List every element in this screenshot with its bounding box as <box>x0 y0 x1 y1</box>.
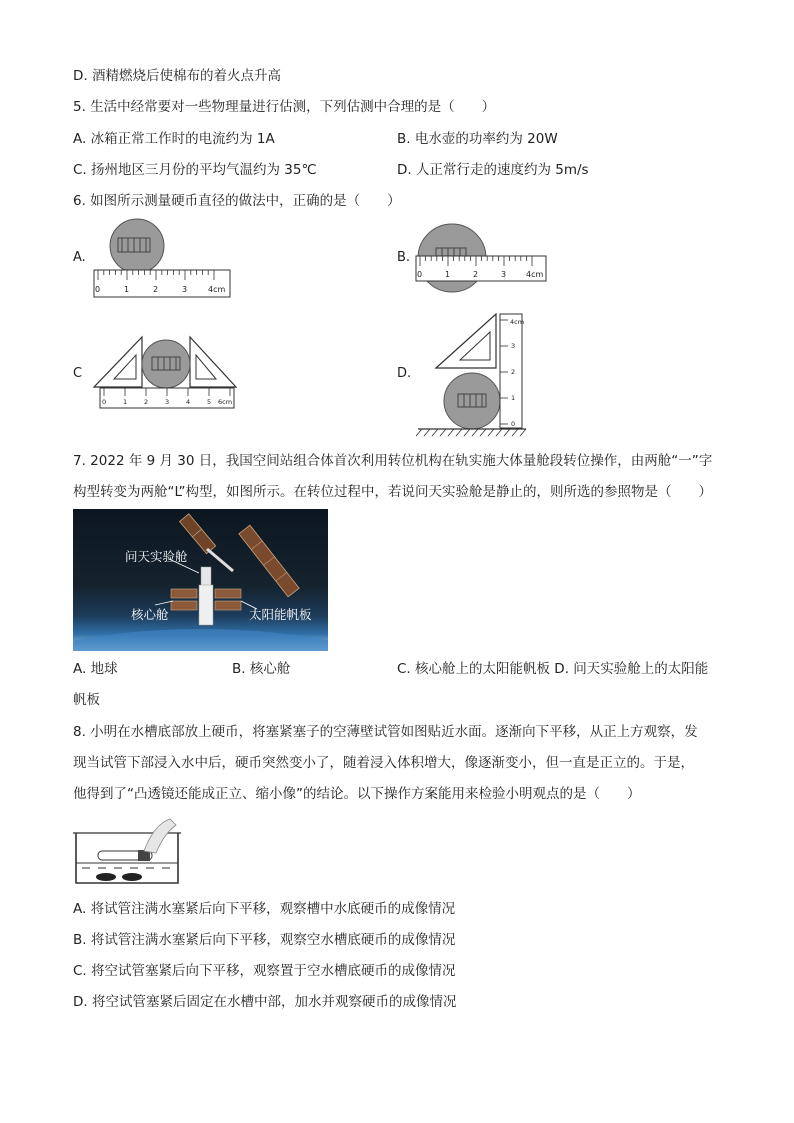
ruler-tick: 3 <box>182 285 188 294</box>
q5-option-d: D. 人正常行走的速度约为 5m/s <box>397 162 589 178</box>
ruler-tick: 1 <box>123 398 128 406</box>
ruler-tick: 4 <box>186 398 191 406</box>
q6-stem: 6. 如图所示测量硬币直径的做法中，正确的是（ ） <box>73 193 401 209</box>
photo-label-wentian: 问天实验舱 <box>125 549 188 564</box>
ruler-tick: 1 <box>124 285 130 294</box>
q6-label-b: B. <box>397 250 411 265</box>
ruler-tick: 1 <box>445 270 451 279</box>
ruler-tick: 2 <box>511 368 516 376</box>
q8-stem-line1: 8. 小明在水槽底部放上硬币，将塞紧塞子的空薄壁试管如图贴近水面。逐渐向下平移，从正上方观察，发 <box>73 724 698 740</box>
ruler-tick: 3 <box>165 398 170 406</box>
ruler-tick: 0 <box>102 398 107 406</box>
q8-stem-line2: 现当试管下部浸入水中后，硬币突然变小了，随着浸入体积增大，像逐渐变小，但一直是正立的。于是， <box>73 755 694 771</box>
q5-option-c: C. 扬州地区三月份的平均气温约为 35℃ <box>73 162 317 178</box>
ruler-tick: 2 <box>473 270 479 279</box>
ruler-tick: 4cm <box>510 318 525 326</box>
q7-stem-line1: 7. 2022 年 9 月 30 日，我国空间站组合体首次利用转位机构在轨实施大体量舱段转位操作，由两舱“一”字 <box>73 453 713 469</box>
ruler-tick: 6cm <box>218 398 233 406</box>
q7-option-cd: C. 核心舱上的太阳能帆板 D. 问天实验舱上的太阳能 <box>397 661 709 677</box>
q6-figure-a <box>90 218 235 300</box>
q7-option-a: A. 地球 <box>73 661 118 677</box>
q8-option-b: B. 将试管注满水塞紧后向下平移，观察空水槽底硬币的成像情况 <box>73 932 456 948</box>
ruler-tick: 0 <box>511 420 516 428</box>
ruler-tick: 0 <box>417 270 423 279</box>
q6-label-c: C <box>73 366 83 381</box>
q5-option-b: B. 电水壶的功率约为 20W <box>397 131 558 147</box>
ruler-tick: 2 <box>144 398 149 406</box>
ruler-tick: 5 <box>207 398 212 406</box>
q6-figure-b <box>412 220 552 295</box>
q8-option-a: A. 将试管注满水塞紧后向下平移，观察槽中水底硬币的成像情况 <box>73 901 456 917</box>
q7-option-b: B. 核心舱 <box>232 661 291 677</box>
photo-label-solar: 太阳能帆板 <box>249 607 312 622</box>
ruler-tick: 3 <box>511 342 516 350</box>
ruler-tick: 1 <box>511 394 516 402</box>
photo-label-core: 核心舱 <box>131 607 169 622</box>
ruler-tick: 4cm <box>526 270 544 279</box>
ruler-tick: 2 <box>153 285 159 294</box>
ruler-tick: 4cm <box>208 285 226 294</box>
q6-figure-c <box>90 333 240 411</box>
q4-option-d: D. 酒精燃烧后使棉布的着火点升高 <box>73 68 281 84</box>
q8-stem-line3: 他得到了“凸透镜还能成正立、缩小像”的结论。以下操作方案能用来检验小明观点的是（ ） <box>73 786 641 802</box>
ruler-tick: 3 <box>501 270 507 279</box>
q8-option-d: D. 将空试管塞紧后固定在水槽中部，加水并观察硬币的成像情况 <box>73 994 457 1010</box>
q8-option-c: C. 将空试管塞紧后向下平移，观察置于空水槽底硬币的成像情况 <box>73 963 456 979</box>
q7-stem-line2: 构型转变为两舱“L”构型，如图所示。在转位过程中，若说问天实验舱是静止的，则所选的参照物是（ ） <box>73 484 712 500</box>
q6-label-d: D. <box>397 366 412 381</box>
q5-stem: 5. 生活中经常要对一些物理量进行估测，下列估测中合理的是（ ） <box>73 99 496 115</box>
q6-label-a: A. <box>73 250 86 265</box>
ruler-tick: 0 <box>95 285 101 294</box>
q5-option-a: A. 冰箱正常工作时的电流约为 1A <box>73 131 275 147</box>
q7-option-wrap: 帆板 <box>73 692 100 708</box>
space-station-photo <box>73 509 328 651</box>
q8-water-tank-figure <box>72 815 184 889</box>
q6-figure-d <box>416 310 528 438</box>
